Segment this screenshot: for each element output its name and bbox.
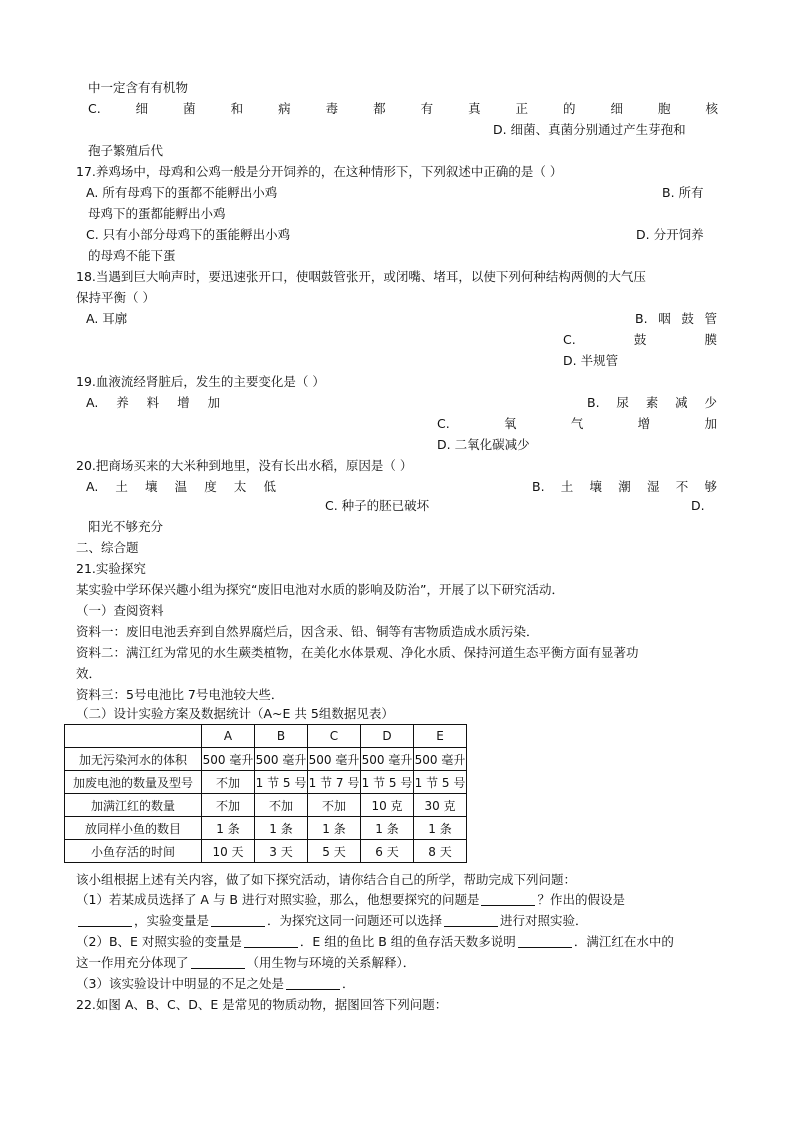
q20-option-d-cont: 阳光不够充分: [88, 519, 164, 534]
table-header-cell: [65, 725, 202, 748]
table-header-cell: B: [255, 725, 308, 748]
table-row: [65, 840, 467, 863]
table-row: [65, 771, 467, 794]
table-cell: 30 克: [414, 794, 467, 817]
table-cell: 加满江红的数量: [65, 794, 202, 817]
table-cell: 500 毫升: [361, 748, 414, 771]
table-cell: 3 天: [255, 840, 308, 863]
table-header-cell: A: [202, 725, 255, 748]
q16-continuation: 中一定含有有机物: [88, 80, 189, 95]
answer-blank[interactable]: [444, 912, 498, 927]
answer-blank[interactable]: [481, 891, 535, 906]
answer-blank[interactable]: [286, 975, 340, 990]
table-cell: 10 天: [202, 840, 255, 863]
q16-option-c: C. 细 菌 和 病 毒 都 有 真 正 的 细 胞 核: [88, 101, 718, 116]
q21-ref1: 资料一：废旧电池丢弃到自然界腐烂后，因含汞、铅、铜等有害物质造成水质污染．: [76, 624, 539, 639]
q21-part2: （2）B、E 对照实验的变量是 ．E 组的鱼比 B 组的鱼存活天数多说明 ．满江红在水中的: [76, 934, 674, 949]
q18-option-a: A. 耳廓: [86, 311, 128, 326]
table-cell: 10 克: [361, 794, 414, 817]
table-row: [65, 748, 467, 771]
table-cell: 加废电池的数量及型号: [65, 771, 202, 794]
q19-option-b: B. 尿 素 减 少: [587, 395, 717, 410]
q17-option-d-cont: 的母鸡不能下蛋: [88, 248, 176, 263]
table-cell: 1 条: [361, 817, 414, 840]
table-cell: 放同样小鱼的数目: [65, 817, 202, 840]
q19-option-a: A. 养 料 增 加: [86, 395, 220, 410]
table-cell: 1 条: [255, 817, 308, 840]
table-cell: 1 条: [308, 817, 361, 840]
table-cell: 500 毫升: [414, 748, 467, 771]
q19-option-d: D. 二氧化碳减少: [437, 437, 530, 452]
table-header-cell: D: [361, 725, 414, 748]
q21-step2: （二）设计实验方案及数据统计（A~E 共 5组数据见表）: [76, 706, 394, 721]
q21-step1: （一）查阅资料: [76, 603, 164, 618]
q19-option-c: C. 氧 气 增 加: [437, 416, 717, 431]
q19-stem: 19.血液流经肾脏后，发生的主要变化是（ ）: [76, 374, 325, 389]
q16-option-d-cont: 孢子繁殖后代: [88, 143, 164, 158]
answer-blank[interactable]: [191, 954, 245, 969]
table-cell: 1 节 7 号: [308, 771, 361, 794]
q21-part1-cont: ，实验变量是 ．为探究这同一问题还可以选择 进行对照实验．: [76, 912, 588, 930]
table-cell: 1 节 5 号: [255, 771, 308, 794]
table-cell: 加无污染河水的体积: [65, 748, 202, 771]
q17-stem: 17.养鸡场中，母鸡和公鸡一般是分开饲养的，在这种情形下，下列叙述中正确的是（ ）: [76, 164, 563, 179]
q18-stem-cont: 保持平衡（ ）: [76, 290, 155, 305]
q22-stem: 22.如图 A、B、C、D、E 是常见的物质动物，据图回答下列问题：: [76, 997, 448, 1012]
q21-intro: 某实验中学环保兴趣小组为探究“废旧电池对水质的影响及防治”，开展了以下研究活动．: [76, 582, 564, 597]
q17-option-b-cont: 母鸡下的蛋都能孵出小鸡: [88, 206, 226, 221]
table-cell: 5 天: [308, 840, 361, 863]
table-cell: 不加: [202, 794, 255, 817]
table-cell: 不加: [202, 771, 255, 794]
q18-option-d: D. 半规管: [563, 353, 619, 368]
table-cell: 1 条: [414, 817, 467, 840]
q21-part2-cont: 这一作用充分体现了 （用生物与环境的关系解释）．: [76, 955, 416, 970]
q20-stem: 20.把商场买来的大米种到地里，没有长出水稻，原因是（ ）: [76, 458, 413, 473]
section-heading: 二、综合题: [76, 540, 139, 555]
table-cell: 不加: [308, 794, 361, 817]
answer-blank[interactable]: [244, 933, 298, 948]
table-row: [65, 794, 467, 817]
q17-option-c: C. 只有小部分母鸡下的蛋能孵出小鸡: [86, 227, 291, 242]
table-cell: 1 节 5 号: [361, 771, 414, 794]
q21-part1: （1）若某成员选择了 A 与 B 进行对照实验，那么，他想要探究的问题是 ？作出的假设是: [76, 892, 625, 907]
q21-part3: （3）该实验设计中明显的不足之处是 ．: [76, 976, 355, 991]
table-header-cell: C: [308, 725, 361, 748]
table-cell: 不加: [255, 794, 308, 817]
q21-ref2-cont: 效．: [76, 666, 102, 681]
q21-ref3: 资料三：5号电池比 7号电池较大些．: [76, 687, 284, 702]
table-cell: 1 节 5 号: [414, 771, 467, 794]
q20-option-b: B. 土 壤 潮 湿 不 够: [532, 479, 717, 494]
q18-stem: 18.当遇到巨大响声时，要迅速张开口，使咽鼓管张开，或闭嘴、堵耳，以使下列何种结构两侧的大气压: [76, 269, 646, 284]
table-cell: 6 天: [361, 840, 414, 863]
table-cell: 500 毫升: [202, 748, 255, 771]
answer-blank[interactable]: [78, 912, 132, 927]
table-cell: 500 毫升: [255, 748, 308, 771]
q17-option-a: A. 所有母鸡下的蛋都不能孵出小鸡: [86, 185, 278, 200]
q17-option-b: B. 所有: [662, 185, 704, 200]
q21-after-table: 该小组根据上述有关内容，做了如下探究活动，请你结合自己的所学，帮助完成下列问题：: [76, 872, 577, 887]
table-row: [65, 817, 467, 840]
q18-option-b: B. 咽 鼓 管: [635, 311, 717, 326]
answer-blank[interactable]: [211, 912, 265, 927]
answer-blank[interactable]: [518, 933, 572, 948]
table-header-cell: E: [414, 725, 467, 748]
q20-option-c: C. 种子的胚已破坏: [325, 498, 430, 513]
q21-ref2: 资料二：满江红为常见的水生蕨类植物，在美化水体景观、净化水质、保持河道生态平衡方面有显著功: [76, 645, 639, 660]
table-header-row: [65, 725, 467, 748]
table-cell: 8 天: [414, 840, 467, 863]
table-cell: 500 毫升: [308, 748, 361, 771]
q20-option-d: D.: [691, 498, 705, 513]
table-cell: 1 条: [202, 817, 255, 840]
q20-option-a: A. 土 壤 温 度 太 低: [86, 479, 276, 494]
q21-title: 21.实验探究: [76, 561, 146, 576]
q17-option-d: D. 分开饲养: [636, 227, 704, 242]
q18-option-c: C. 鼓 膜: [563, 332, 717, 347]
table-cell: 小鱼存活的时间: [65, 840, 202, 863]
q16-option-d: D. 细菌、真菌分别通过产生芽孢和: [493, 122, 686, 137]
data-table: [64, 724, 467, 863]
